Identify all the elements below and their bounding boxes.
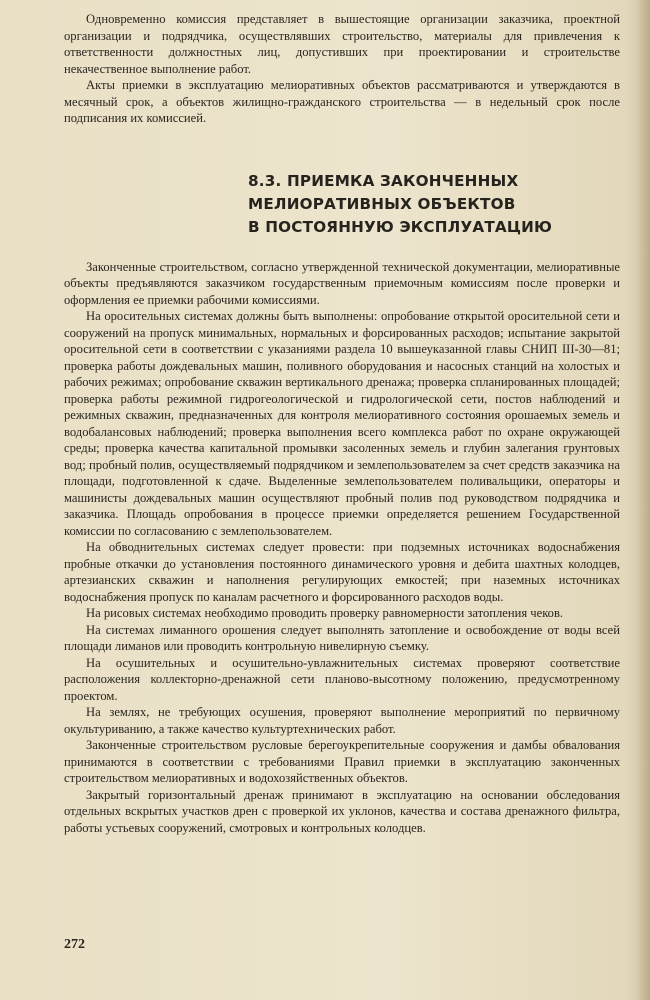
paragraph: Законченные строительством, согласно утвержденной технической документации, мелиоративные объекты предъявляются заказчиком государственным приемочным комиссиям после проверки и оформления ее приемки рабочими комиссиями. — [64, 259, 620, 307]
paragraph: На системах лиманного орошения следует выполнять затопление и освобождение от воды всей площади лиманов или проводить контрольную нивелирную съемку. — [64, 622, 620, 653]
paragraph: На оросительных системах должны быть выполнены: опробование открытой оросительной сети и сооружений на пропуск минимальных, нормальных и форсированных расходов; испытание закрытой оросительной сети в соответствии с указаниями раздела 10 вышеуказанной главы СНИП III-30—81; проверка работы дождевальных машин, поливного оборудования и насосных станций на холостых и рабочих режимах; опробование скважин вертикального дренажа; проверка спланированных площадей; проверка работы режимной гидрогеологической и гидрологической сети, постов наблюдений и режимных скважин, предназначенных для контроля мелиоративного состояния орошаемых земель и водобалансовых наблюдений; проверка выполнения всего комплекса работ по охране окружающей среды; проверка качества капитальной промывки засоленных земель и глубин залегания грунтовых вод; пробный полив, осуществляемый подрядчиком и землепользователем за счет средств заказчика на площади, подготовленной к сдаче. Выделенные землепользователем поливальщики, операторы и машинисты дождевальных машин осуществляют пробный полив под руководством подрядчика и заказчика. Площадь опробования в процессе приемки определяется решением Государственной комиссии по согласованию с землепользователем. — [64, 309, 620, 538]
paragraph: Акты приемки в эксплуатацию мелиоративных объектов рассматриваются и утверждаются в месячный срок, а объектов жилищно-гражданского строительства — в недельный срок после подписания их комиссией. — [64, 78, 620, 125]
page-edge-shadow — [636, 0, 650, 1000]
section-heading-line: В ПОСТОЯННУЮ ЭКСПЛУАТАЦИЮ — [248, 217, 553, 236]
section-heading-line: 8.3. ПРИЕМКА ЗАКОНЧЕННЫХ — [248, 171, 519, 190]
paragraph: Одновременно комиссия представляет в вышестоящие организации заказчика, проектной организации и подрядчика, осуществлявших строительство, материалы для привлечения к ответственности должностных лиц, допустивших при проектировании и строительстве некачественное выполнение работ. — [64, 12, 620, 76]
paragraph: На землях, не требующих осушения, проверяют выполнение мероприятий по первичному окультуриванию, а также качество культуртехнических работ. — [64, 705, 620, 736]
section-heading — [248, 170, 568, 239]
section-heading-line: МЕЛИОРАТИВНЫХ ОБЪЕКТОВ — [248, 194, 516, 213]
page-body — [64, 11, 620, 836]
paragraph: Законченные строительством русловые берегоукрепительные сооружения и дамбы обвалования принимаются в соответствии с требованиями Правил приемки в эксплуатацию законченных строительством мелиоративных и водохозяйственных объектов. — [64, 738, 620, 785]
paragraph: На осушительных и осушительно-увлажнительных системах проверяют соответствие расположения коллекторно-дренажной сети планово-высотному положению, предусмотренному проектом. — [64, 655, 620, 703]
paragraph: На рисовых системах необходимо проводить проверку равномерности затопления чеков. — [86, 606, 564, 620]
page-number: 272 — [64, 937, 85, 952]
paragraph: Закрытый горизонтальный дренаж принимают в эксплуатацию на основании обследования отдельных вскрытых участков дрен с проверкой их уклонов, качества и состава дренажного фильтра, работы устьевых сооружений, смотровых и контрольных колодцев. — [64, 787, 620, 835]
paragraph: На обводнительных системах следует провести: при подземных источниках водоснабжения пробные откачки до установления постоянного динамического уровня и дебита шахтных колодцев, артезианских скважин и наполнения регулирующих емкостей; при наземных источниках водоснабжения пропуск по каналам расчетного и форсированного расходов воды. — [64, 540, 620, 604]
